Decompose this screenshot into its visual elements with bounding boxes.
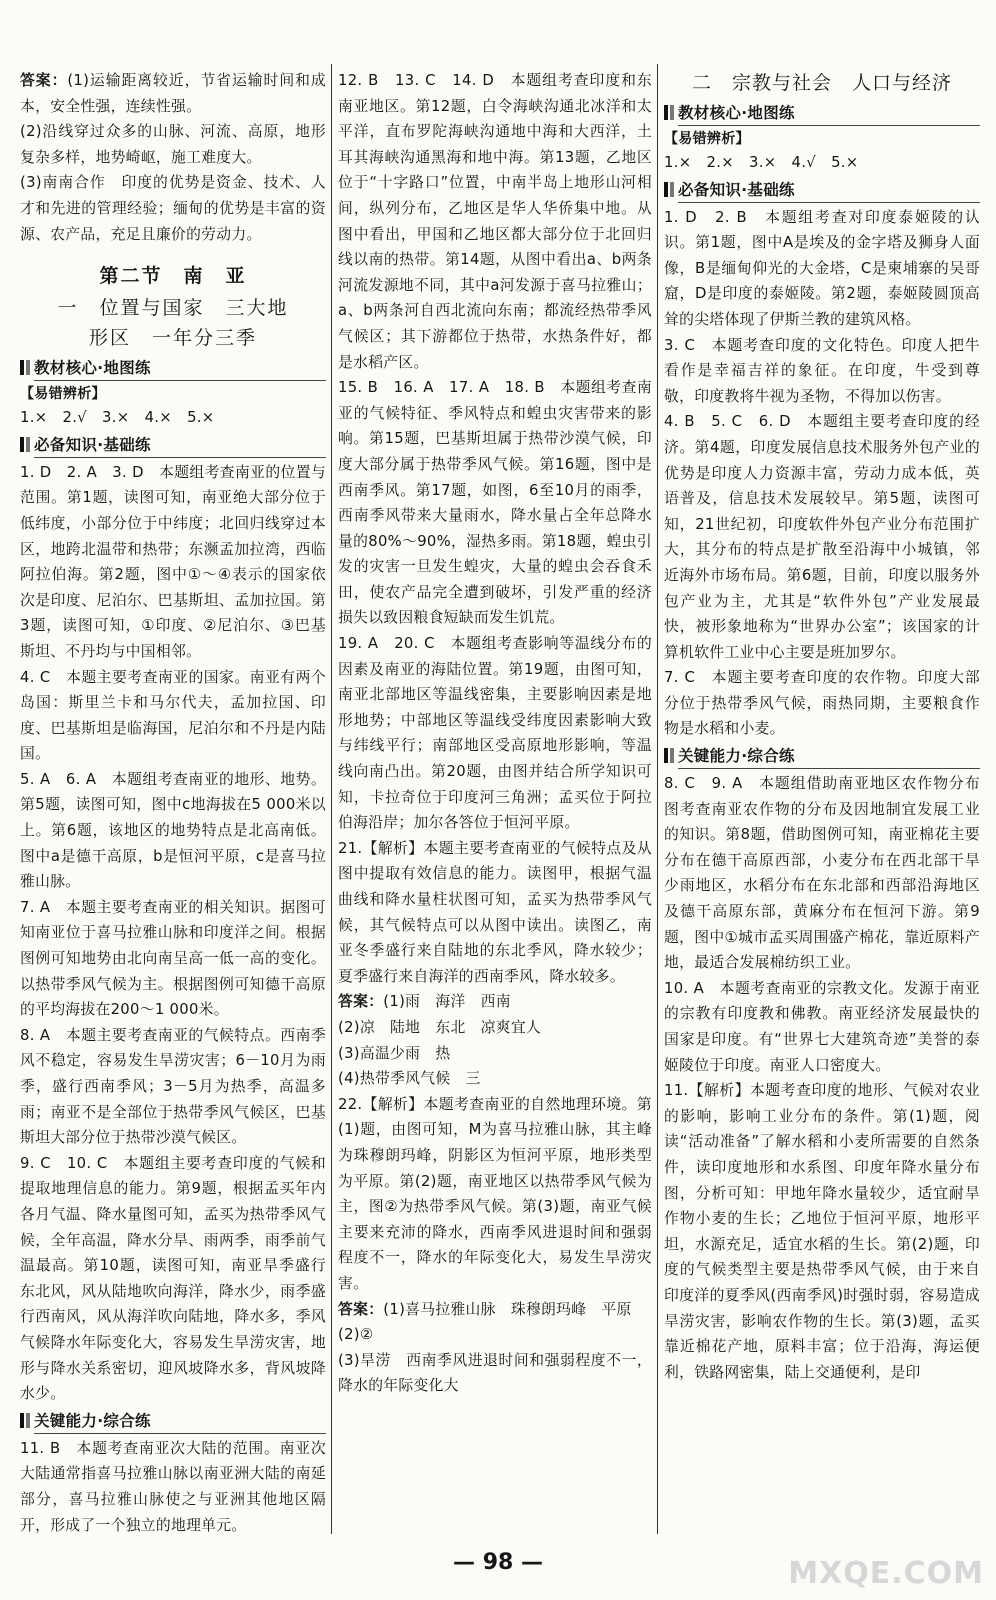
section-header-basic: 必备知识·基础练 [20,434,326,458]
answer-q11: 11. B 本题考查南亚次大陆的范围。南亚次大陆通常指喜马拉雅山脉以南亚洲大陆的南延部分，喜马拉雅山脉使之与亚洲其他地区隔开，形成了一个独立的地理单元。 [20,1439,326,1534]
answer-line-2: (2)沿线穿过众多的山脉、河流、高原，地形复杂多样，地势崎岖，施工难度大。 [20,123,326,166]
answer-q12-14: 12. B 13. C 14. D 本题组考查印度和东南亚地区。第12题，白令海峡沟通北冰洋和太平洋，直布罗陀海峡沟通地中海和大西洋，土耳其海峡沟通黑海和地中海。第13题，乙地区位于“十字路口”位置，中南半岛上地形山河相间，纵列分布，乙地区是华人华侨集中地。从图中看出，甲国和乙地区都大部分位于北回归线以南的热带。第14题，从图中看出a、b两条河流发源地不同，其中a河发源于喜马拉雅山；a、b两条河自西北流向东南；都流经热带季风气候区；其下游都位于热带，水热条件好，都是水稻产区。 [338,72,652,371]
answer-r-q10: 10. A 本题考查南亚的宗教文化。发源于南亚的宗教有印度教和佛教。南亚经济发展最快的国家是印度。有“世界七大建筑奇迹”美誉的泰姬陵位于印度。南亚人口密度大。 [664,979,980,1074]
answer-q1-3: 1. D 2. A 3. D 本题组考查南亚的位置与范围。第1题，读图可知，南亚绝大部分位于低纬度，小部分位于中纬度；北回归线穿过本区，地跨北温带和热带；东濒孟加拉湾，西临阿拉伯海。第2题，图中①～④表示的国家依次是印度、尼泊尔、巴基斯坦、孟加拉国。第3题，读图可知，①印度、②尼泊尔、③巴基斯坦、不丹均与中国相邻。 [20,463,326,660]
column-right [664,68,980,1385]
error-answers: 1.× 2.√ 3.× 4.× 5.× [20,409,215,427]
answer-q21-line-2: (2)凉 陆地 东北 凉爽宜人 [338,1018,542,1036]
section-header-core-right: 教材核心·地图练 [664,102,980,126]
answer-q22-line-3: (3)旱涝 西南季风进退时间和强弱程度不一，降水的年际变化大 [338,1351,652,1395]
answer-q8: 8. A 本题主要考查南亚的气候特点。西南季风不稳定，容易发生旱涝灾害；6－10月为雨季，盛行西南季风；3－5月为热季，高温多雨；南亚不是全部位于热带季风气候区，巴基斯坦大部分位于热带沙漠气候区。 [20,1026,326,1147]
column-divider-1 [331,64,332,1534]
watermark-text: MXQE.COM [788,1556,984,1591]
answer-q7: 7. A 本题主要考查南亚的相关知识。据图可知南亚位于喜马拉雅山脉和印度洋之间。根据图例可知地势由北向南呈高一低一高的变化。以热带季风气候为主。根据图例可知德干高原的平均海拔在200～1 000米。 [20,898,326,1019]
answers-q22 [338,1297,652,1323]
section-header-key-right: 关键能力·综合练 [664,745,980,769]
answer-line-1: (1)运输距离较近，节省运输时间和成本，安全性强，连续性强。 [20,72,326,115]
error-analysis-tag-right: 【易错辨析】 [664,131,750,147]
answers-q21 [338,989,652,1015]
error-answers-right: 1.× 2.× 3.× 4.√ 5.× [664,154,859,171]
answer-q21-line-1: (1)雨 海洋 西南 [383,993,511,1011]
answer-q15-18: 15. B 16. A 17. A 18. B 本题组考查南亚的气候特征、季风特点和蝗虫灾害带来的影响。第15题，巴基斯坦属于热带沙漠气候，印度大部分属于热带季风气候。第16题，图中是西南季风。第17题，如图，6至10月的雨季，西南季风带来大量雨水，降水量占全年总降水量的80%～90%，湿热多雨。第18题，蝗虫引发的灾害一旦发生蝗灾，大量的蝗虫会吞食禾田，使农产品完全遭到破坏，引发严重的经济损失以致因粮食短缺而发生饥荒。 [338,379,652,627]
sub-title-line-1: 一 位置与国家 三大地 [57,297,289,320]
section-header-basic-right: 必备知识·基础练 [664,179,980,203]
page-number: — 98 — [453,1550,543,1575]
answer-r-q1-2: 1. D 2. B 本题组考查对印度泰姬陵的认识。第1题，图中A是埃及的金字塔及狮身人面像，B是缅甸仰光的大金塔，C是柬埔寨的吴哥窟，D是印度的泰姬陵。第2题，泰姬陵圆顶高耸的尖塔体现了伊斯兰教的建筑风格。 [664,208,980,328]
answer-q21-line-4: (4)热带季风气候 三 [338,1070,481,1088]
answer-label-q21: 答案： [338,993,384,1011]
analysis-r-q11: 11.【解析】本题考查印度的地形、气候对农业的影响，影响工业分布的条件。第(1)题，阅读“活动准备”了解水稻和小麦所需要的自然条件，读印度地形和水系图、印度年降水量分布图，分析可知：甲地年降水量较少，适宜耐旱作物小麦的生长；乙地位于恒河平原，地形平坦，水源充足，适宜水稻的生长。第(2)题，印度的气候类型主要是热带季风气候，由于来自印度洋的夏季风(西南季风)时强时弱，容易造成旱涝灾害，影响农作物的生长。第(3)题，孟买靠近棉花产地，原料丰富；位于沿海，海运便利，铁路网密集，陆上交通便利，是印 [664,1082,980,1381]
answer-q5-6: 5. A 6. A 本题组考查南亚的地形、地势。第5题，读图可知，图中c地海拔在5 000米以上。第6题，该地区的地势特点是北高南低。图中a是德干高原，b是恒河平原，c是喜马拉雅山脉。 [20,770,326,891]
answer-label-q22: 答案： [338,1300,384,1318]
answer-r-q8-9: 8. C 9. A 本题组借助南亚地区农作物分布图考查南亚农作物的分布及因地制宜发展工业的知识。第8题，借助图例可知，南亚棉花主要分布在德干高原西部，小麦分布在西北部干旱少雨地区，水稻分布在东北部和西部沿海地区及德干高原东部，黄麻分布在恒河下游。第9题，图中①城市孟买周围盛产棉花，靠近原料产地，最适合发展棉纺织工业。 [664,775,980,972]
answer-q4: 4. C 本题主要考查南亚的国家。南亚有两个岛国：斯里兰卡和马尔代夫，孟加拉国、印度、巴基斯坦是临海国，尼泊尔和不丹是内陆国。 [20,668,326,763]
analysis-q22: 22.【解析】本题考查南亚的自然地理环境。第(1)题，由图可知，M为喜马拉雅山脉，其主峰为珠穆朗玛峰，阴影区为恒河平原，地形类型为平原。第(2)题，南亚地区以热带季风气候为主，图②为热带季风气候。第(3)题，南亚气候主要来充沛的降水，西南季风进退时间和强弱程度不一，降水的年际变化大，易发生旱涝灾害。 [338,1095,652,1292]
answer-label: 答案： [20,72,68,89]
answer-r-q4-6: 4. B 5. C 6. D 本题组主要考查印度的经济。第4题，印度发展信息技术服务外包产业的优势是印度人力资源丰富，劳动力成本低，英语普及，信息技术发展较早。第5题，读图可知，21世纪初，印度软件外包产业分布范围扩大，其分布的特点是扩散至沿海中小城镇，邻近海外市场布局。第6题，目前，印度以服务外包产业为主，尤其是“软件外包”产业发展最快，被形象地称为“世界办公室”；该国家的计算机软件工业中心主要是班加罗尔。 [664,413,980,661]
section-header-core: 教材核心·地图练 [20,357,326,381]
right-section-title: 二 宗教与社会 人口与经济 [691,72,952,94]
answer-line-3: (3)南南合作 印度的优势是资金、技术、人才和先进的管理经验；缅甸的优势是丰富的资源、农产品，充足且廉价的劳动力。 [20,174,326,243]
section-title: 第二节 南 亚 [99,265,247,288]
column-middle [338,68,652,1399]
section-header-key: 关键能力·综合练 [20,1410,326,1434]
answer-block [20,68,326,119]
answer-q22-line-2: (2)② [338,1326,374,1344]
analysis-q21: 21.【解析】本题主要考查南亚的气候特点及从图中提取有效信息的能力。读图甲，根据气温曲线和降水量柱状图可知，孟买为热带季风气候，其气候特点可以从图中读出。读图乙，南亚冬季盛行来自陆地的东北季风，降水较少；夏季盛行来自海洋的西南季风，降水较多。 [338,839,652,985]
sub-title-line-2: 形区 一年分三季 [88,327,257,350]
error-analysis-tag: 【易错辨析】 [20,386,106,403]
answer-r-q3: 3. C 本题考查印度的文化特色。印度人把牛看作是幸福吉祥的象征。在印度，牛受到尊敬，印度教将牛视为圣物，不得加以伤害。 [664,336,980,405]
column-divider-2 [657,64,658,1534]
answer-r-q7: 7. C 本题主要考查印度的农作物。印度大部分位于热带季风气候，雨热同期，主要粮食作物是水稻和小麦。 [664,669,980,738]
answer-q9-10: 9. C 10. C 本题组主要考查印度的气候和提取地理信息的能力。第9题，根据孟买年内各月气温、降水量图可知，孟买为热带季风气候，全年高温，降水分旱、雨两季，雨季前气温最高。第10题，读图可知，南亚旱季盛行东北风，风从陆地吹向海洋，降水少，雨季盛行西南风，风从海洋吹向陆地，降水多，季风气候降水年际变化大，容易发生旱涝灾害，地形与降水关系密切，迎风坡降水多，背风坡降水少。 [20,1154,326,1403]
column-left [20,68,326,1538]
answer-q19-20: 19. A 20. C 本题组考查影响等温线分布的因素及南亚的海陆位置。第19题，由图可知，南亚北部地区等温线密集，主要影响因素是地形地势；中部地区等温线受纬度因素影响大致与纬线平行；南部地区受高原地形影响，等温线向南凸出。第20题，由图并结合所学知识可知，卡拉奇位于印度河三角洲；孟买位于阿拉伯海沿岸；加尔各答位于恒河平原。 [338,635,652,832]
answer-q21-line-3: (3)高温少雨 热 [338,1044,451,1062]
answer-q22-line-1: (1)喜马拉雅山脉 珠穆朗玛峰 平原 [383,1300,632,1318]
